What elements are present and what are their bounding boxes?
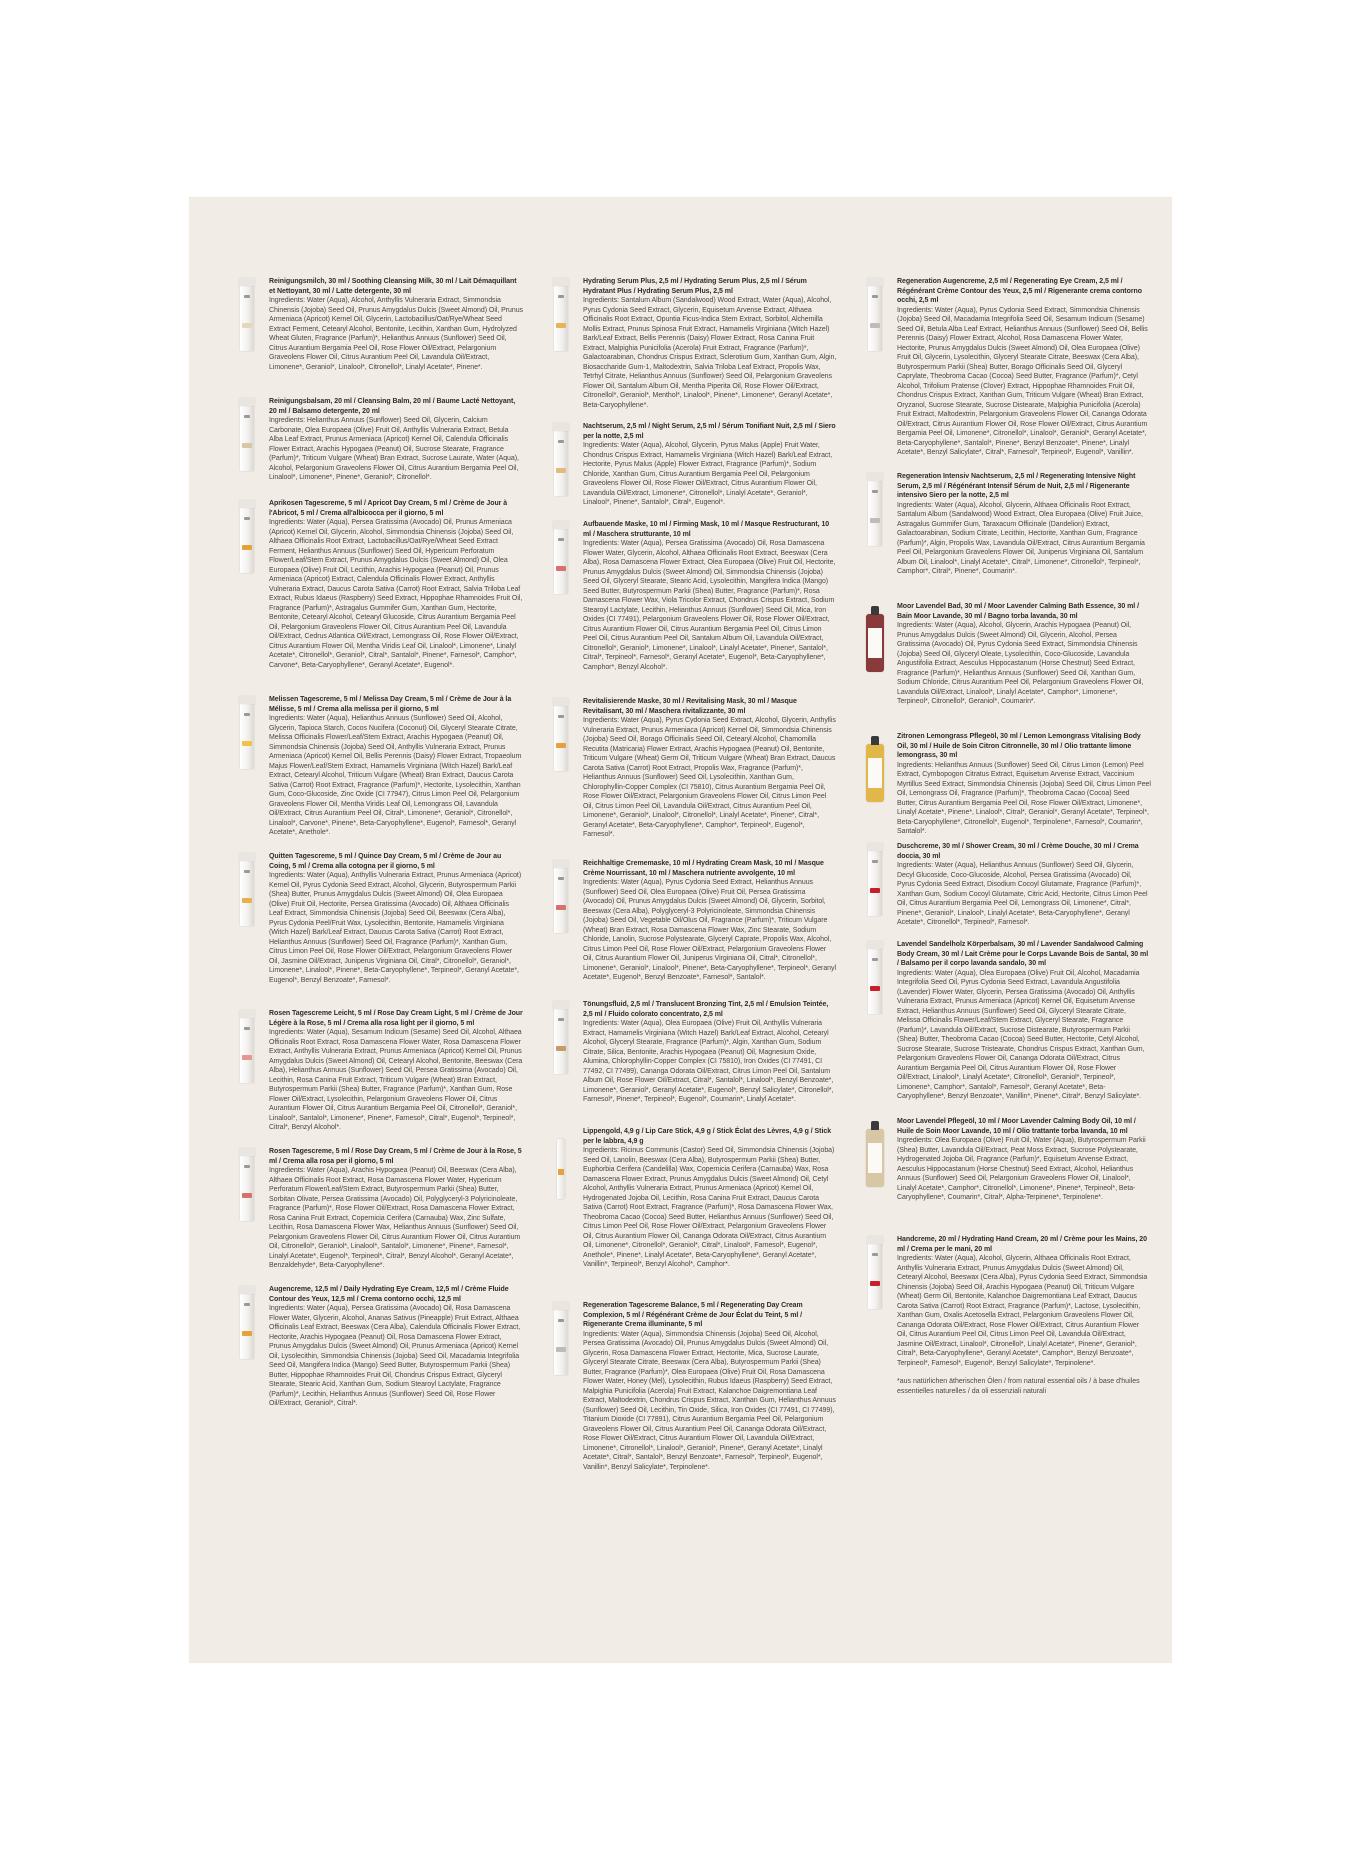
product-title: Tönungsfluid, 2,5 ml / Translucent Bronzing Tint, 2,5 ml / Emulsion Teintée, 2,5 ml / Fluido colorato concentrato, 2,5 ml: [583, 1001, 829, 1018]
product-title: Rosen Tagescreme Leicht, 5 ml / Rose Day Cream Light, 5 ml / Crème de Jour Légère à la Rose, 5 ml / Crema alla rosa light per il giorno, 5 ml: [269, 1010, 523, 1027]
product-title: Regeneration Tagescreme Balance, 5 ml / Regenerating Day Cream Complexion, 5 ml / Régénérant Crème de Jour Éclat du Teint, 5 ml / Rigenerante Crema illuminante, 5 ml: [583, 1302, 803, 1328]
bottle-icon: [865, 1119, 885, 1197]
tube-icon: [237, 279, 257, 357]
tube-icon: [237, 1149, 257, 1227]
product-title: Reinigungsbalsam, 20 ml / Cleansing Balm, 20 ml / Baume Lacté Nettoyant, 20 ml / Balsamo detergente, 20 ml: [269, 398, 516, 415]
product-ingredients: Ingredients: Water (Aqua), Helianthus Annuus (Sunflower) Seed Oil, Glycerin, Decyl Glucoside, Coco-Glucoside, Alcohol, Persea Gratissima (Avocado) Oil, Pyrus Cydonia Seed Extract, Disodium Cocoyl Glutamate, Fragrance (Parfum)*, Xanthan Gum, Sodium Cocoyl Glutamate, Citric Acid, Hectorite, Citrus Limon Peel Oil, Citrus Aurantium Bergamia Peel Oil, Lemongrass Oil, Limonene*, Citral*, Pinene*, Geraniol*, Linalool*, Linalyl Acetate*, Beta-Caryophyllene*, Geranyl Acetate*, Citronellol*, Terpineol*, Farnesol*.: [897, 862, 1148, 926]
product-title: Rosen Tagescreme, 5 ml / Rose Day Cream, 5 ml / Crème de Jour à la Rose, 5 ml / Crema alla rosa per il giorno, 5 ml: [269, 1148, 522, 1165]
product-ingredients: Ingredients: Water (Aqua), Simmondsia Chinensis (Jojoba) Seed Oil, Alcohol, Persea Gratissima (Avocado) Oil, Prunus Amygdalus Dulcis (Sweet Almond) Oil, Glycerin, Rosa Damascena Flower Extract, Hectorite, Mica, Sucrose Laurate, Glyceryl Stearate Citrate, Beeswax (Cera Alba), Butyrospermum Parkii (Shea) Butter, Fragrance (Parfum)*, Olea Europaea (Olive) Fruit Oil, Rosa Damascena Flower Water, Honey (Mel), Lysolecithin, Rubus Idaeus (Raspberry) Seed Extract, Malpighia Punicifolia (Acerola) Fruit Extract, Kalanchoe Daigremontiana Leaf Extract, Maltodextrin, Chondrus Crispus Extract, Xanthan Gum, Helianthus Annuus (Sunflower) Seed Oil, Lecithin, Tin Oxide, Silica, Iron Oxides (CI 77491, CI 77499), Titanium Dioxide (CI 77891), Citrus Aurantium Bergamia Peel Oil, Pelargonium Graveolens Flower Oil, Citrus Aurantium Peel Oil, Canangа Odorata Oil/Extract, Rose Flower Oil/Extract, Citrus Aurantium Flower Oil, Lavandula Oil/Extract, Limonene*, Citronellol*, Linalool*, Geraniol*, Pinene*, Geranyl Acetate*, Linalyl Acetate*, Citral*, Santalol*, Benzyl Benzoate*, Farnesol*, Terpineol*, Eugenol*, Vanillin*, Benzyl Salicylate*, Terpinolene*.: [583, 1330, 836, 1471]
product-ingredients: Ingredients: Water (Aqua), Alcohol, Glycerin, Althaea Officinalis Root Extract, Santalum Album (Sandalwood) Wood Extract, Olea Europaea (Olive) Fruit Juice, Astragalus Gummifer Gum, Taraxacum Officinale (Dandelion) Extract, Galactoarabinan, Sodium Citrate, Lecithin, Hectorite, Xanthan Gum, Fragrance (Parfum)*, Algin, Propolis Wax, Lavandula Oil/Extract, Citrus Aurantium Bergamia Peel Oil, Pelargonium Graveolens Flower Oil, Juniperus Virginiana Oil, Santalum Album Oil, Linalool*, Linalyl Acetate*, Citral*, Limonene*, Citronellol*, Terpineol*, Camphor*, Citral*, Pinene*, Coumarin*.: [897, 501, 1145, 575]
tube-icon: [551, 699, 571, 777]
product-title: Quitten Tagescreme, 5 ml / Quince Day Cream, 5 ml / Crème de Jour au Coing, 5 ml / Crema alla cotogna per il giorno, 5 ml: [269, 853, 502, 870]
lip-stick-icon: [551, 1129, 571, 1207]
product-ingredients: Ingredients: Water (Aqua), Alcohol, Anthyllis Vulneraria Extract, Simmondsia Chinensis (Jojoba) Seed Oil, Prunus Amygdalus Dulcis (Sweet Almond) Oil, Prunus Armeniaca (Apricot) Kernel Oil, Glycerin, Lactobacillus/Oat/Rye/Wheat Seed Extract Ferment, Cetearyl Alcohol, Bentonite, Lecithin, Xanthan Gum, Hydrolyzed Wheat Gluten, Fragrance (Parfum)*, Helianthus Annuus (Sunflower) Seed Oil, Citrus Aurantium Bergamia Peel Oil, Rose Flower Oil/Extract, Pelargonium Graveolens Flower Oil, Citrus Aurantium Peel Oil, Lavandula Oil/Extract, Limonene*, Geraniol*, Linalool*, Citronellol*, Linalyl Acetate*, Pinene*.: [269, 297, 523, 371]
product-title: Hydrating Serum Plus, 2,5 ml / Hydrating Serum Plus, 2,5 ml / Sérum Hydratant Plus / Hydrating Serum Plus, 2,5 ml: [583, 278, 807, 295]
product-title: Aprikosen Tagescreme, 5 ml / Apricot Day Cream, 5 ml / Crème de Jour à l'Abricot, 5 ml / Crema all'albicocca per il giorno, 5 ml: [269, 500, 508, 517]
tube-icon: [237, 399, 257, 477]
ingredient-sheet: [189, 197, 1172, 1663]
product-ingredients: Ingredients: Water (Aqua), Sesamum Indicum (Sesame) Seed Oil, Alcohol, Althaea Officinalis Root Extract, Rosa Damascena Flower Water, Rosa Damascena Flower Extract, Anthyllis Vulneraria Extract, Prunus Armeniaca (Apricot) Kernel Oil, Prunus Amygdalus Dulcis (Sweet Almond) Oil, Cetearyl Alcohol, Bentonite, Beeswax (Cera Alba), Helianthus Annuus (Sunflower) Seed Oil, Persea Gratissima (Avocado) Oil, Lecithin, Rosa Canina Fruit Extract, Triticum Vulgare (Wheat) Bran Extract, Butyrospermum Parkii (Shea) Butter, Fragrance (Parfum)*, Xanthan Gum, Rose Flower Oil/Extract, Lysolecithin, Pelargonium Graveolens Flower Oil, Citrus Aurantium Flower Oil, Citrus Aurantium Bergamia Peel Oil, Citronellol*, Geraniol*, Linalool*, Santalol*, Limonene*, Pinene*, Farnesol*, Citral*, Eugenol*, Terpineol*, Citral*, Benzyl Alcohol*.: [269, 1029, 523, 1131]
product-title: Aufbauende Maske, 10 ml / Firming Mask, 10 ml / Masque Restructurant, 10 ml / Maschera strutturante, 10 ml: [583, 521, 830, 538]
product-ingredients: Ingredients: Santalum Album (Sandalwood) Wood Extract, Water (Aqua), Alcohol, Pyrus Cydonia Seed Extract, Glycerin, Equisetum Arvense Extract, Althaea Officinalis Root Extract, Opuntia Ficus-Indica Stem Extract, Sorbitol, Alchemilla Mollis Extract, Prunus Spinosa Fruit Extract, Hamamelis Virginiana (Witch Hazel) Bark/Leaf Extract, Bellis Perennis (Daisy) Flower Extract, Rosa Canina Fruit Extract, Malpighia Punicifolia (Acerola) Fruit Extract, Fragrance (Parfum)*, Galactoarabinan, Chondrus Crispus Extract, Sclerotium Gum, Xanthan Gum, Algin, Biosaccharide Gum-1, Maltodextrin, Salvia Triloba Leaf Extract, Propolis Wax, Tetrhyl Citrate, Helianthus Annuus (Sunflower) Seed Oil, Pelargonium Graveolens Flower Oil, Santalum Album Oil, Mentha Piperita Oil, Rose Flower Oil/Extract, Citronellol*, Geraniol*, Menthol*, Linalool*, Pinene*, Limonene*, Geranyl Acetate*, Beta-Caryophyllene*.: [583, 297, 837, 409]
product-ingredients: Ingredients: Water (Aqua), Olea Europaea (Olive) Fruit Oil, Alcohol, Macadamia Integrifolia Seed Oil, Pyrus Cydonia Seed Extract, Lavandula Angustifolia (Lavender) Flower Water, Glycerin, Persea Gratissima (Avocado) Oil, Anthyllis Vulneraria Extract, Prunus Armeniaca (Apricot) Kernel Oil, Equisetum Arvense Extract, Helianthus Annuus (Sunflower) Seed Oil, Glyceryl Stearate Citrate, Melissa Officinalis Flower/Leaf/Stem Extract, Glyceryl Stearate, Fragrance (Parfum)*, Lavandula Oil/Extract, Sucrose Distearate, Butyrospermum Parkii (Shea) Butter, Theobroma Cacao (Cocoa) Seed Butter, Hectorite, Cetyl Alcohol, Sucrose Stearate, Sucrose Tristearate, Chondrus Crispus Extract, Xanthan Gum, Pelargonium Graveolens Flower Oil, Canangа Odorata Oil/Extract, Citrus Aurantium Bergamia Peel Oil, Citrus Aurantium Flower Oil, Rose Flower Oil/Extract, Linalool*, Linalyl Acetate*, Citronellol*, Geraniol*, Terpineol*, Limonene*, Camphor*, Santalol*, Farnesol*, Geranyl Acetate*, Beta-Caryophyllene*, Benzyl Benzoate*, Vanillin*, Pinene*, Citral*, Benzyl Salicylate*.: [897, 969, 1145, 1100]
tube-icon: [551, 1303, 571, 1381]
tube-icon: [551, 424, 571, 502]
tube-icon: [551, 1002, 571, 1080]
product-ingredients: Ingredients: Water (Aqua), Pyrus Cydonia Seed Extract, Helianthus Annuus (Sunflower) Seed Oil, Olea Europaea (Olive) Fruit Oil, Persea Gratissima (Avocado) Oil, Prunus Amygdalus Dulcis (Sweet Almond) Oil, Glycerin, Sorbitol, Beeswax (Cera Alba), Polyglyceryl-3 Polyricinoleate, Simmondsia Chinensis (Jojoba) Seed Oil, Vegetable Oil/Olus Oil, Fragrance (Parfum)*, Triticum Vulgare (Wheat) Bran Extract, Rosa Damascena Flower Wax, Zinc Stearate, Sodium Chloride, Lanolin, Sucrose Polystearate, Glyceryl Caprate, Propolis Wax, Alcohol, Citrus Limon Peel Oil, Rose Flower Oil/Extract, Pelargonium Graveolens Flower Oil, Citrus Aurantium Flower Oil, Juniperus Virginiana Oil, Citral*, Citronellol*, Limonene*, Geraniol*, Linalool*, Pinene*, Beta-Caryophyllene*, Terpineol*, Geranyl Acetate*, Eugenol*, Benzyl Benzoate*, Farnesol*, Santalol*.: [583, 879, 836, 981]
tube-icon: [237, 1011, 257, 1089]
tube-icon: [237, 854, 257, 932]
product-title: Lippengold, 4,9 g / Lip Care Stick, 4,9 g / Stick Éclat des Lèvres, 4,9 g / Stick per le labbra, 4,9 g: [583, 1128, 832, 1145]
product-ingredients: Ingredients: Water (Aqua), Alcohol, Glycerin, Pyrus Malus (Apple) Fruit Water, Chondrus Crispus Extract, Hamamelis Virginiana (Witch Hazel) Bark/Leaf Extract, Hectorite, Pyrus Malus (Apple) Flower Extract, Fragrance (Parfum)*, Sodium Chloride, Xanthan Gum, Citrus Aurantium Bergamia Peel Oil, Pelargonium Graveolens Flower Oil, Rose Flower Oil/Extract, Citrus Aurantium Flower Oil, Lavandula Oil/Extract, Limonene*, Citronellol*, Linalyl Acetate*, Geraniol*, Linalool*, Pinene*, Santalol*, Citral*, Eugenol*.: [583, 442, 833, 506]
tube-icon: [551, 522, 571, 600]
product-title: Moor Lavendel Pflegeöl, 10 ml / Moor Lavender Calming Body Oil, 10 ml / Huile de Soin Moor Lavande, 10 ml / Olio trattante torba lavanda, 10 ml: [897, 1118, 1136, 1135]
product-title: Zitronen Lemongrass Pflegeöl, 30 ml / Lemon Lemongrass Vitalising Body Oil, 30 ml / Huile de Soin Citron Citronnelle, 30 ml / Olio trattante limone lemongrass, 30 ml: [897, 733, 1141, 759]
tube-icon: [865, 942, 885, 1020]
product-title: Handcreme, 20 ml / Hydrating Hand Cream, 20 ml / Crème pour les Mains, 20 ml / Crema per le mani, 20 ml: [897, 1236, 1147, 1253]
tube-icon: [237, 501, 257, 579]
tube-icon: [237, 1287, 257, 1365]
product-ingredients: Ingredients: Water (Aqua), Arachis Hypogaea (Peanut) Oil, Beeswax (Cera Alba), Althaea Officinalis Root Extract, Rosa Damascena Flower Water, Hypericum Perforatum Flower/Leaf/Stem Extract, Butyrospermum Parkii (Shea) Butter, Sorbitan Olivate, Persea Gratissima (Avocado) Oil, Polyglyceryl-3 Polyricinoleate, Fragrance (Parfum)*, Rose Flower Oil/Extract, Rosa Damascena Flower Extract, Rosa Canina Fruit Extract, Copernicia Cerifera (Carnauba) Wax, Zinc Sulfate, Lecithin, Rosa Damascena Flower Wax, Helianthus Annuus (Sunflower) Seed Oil, Pelargonium Graveolens Flower Oil, Citrus Aurantium Flower Oil, Citrus Aurantium Oil, Citronellol*, Geraniol*, Linalool*, Santalol*, Limonene*, Pinene*, Farnesol*, Linalyl Acetate*, Eugenol*, Terpineol*, Citral*, Benzyl Alcohol*, Geranyl Acetate*, Benzaldehyde*, Beta-Caryophyllene*.: [269, 1167, 521, 1269]
product-ingredients: Ingredients: Water (Aqua), Alcohol, Glycerin, Althaea Officinalis Root Extract, Anthyllis Vulneraria Extract, Prunus Amygdalus Dulcis (Sweet Almond) Oil, Cetearyl Alcohol, Beeswax (Cera Alba), Pyrus Cydonia Seed Extract, Simmondsia Chinensis (Jojoba) Seed Oil, Arachis Hypogaea (Peanut) Oil, Triticum Vulgare (Wheat) Germ Oil, Bentonite, Kalanchoe Daigremontiana Leaf Extract, Daucus Carota Sativa (Carrot) Root Extract, Fragrance (Parfum)*, Lactose, Lysolecithin, Xanthan Gum, Oxalis Acetosella Extract, Pelargonium Graveolens Flower Oil, Canangа Odorata Oil/Extract, Rose Flower Oil/Extract, Citrus Aurantium Flower Oil, Citrus Aurantium Peel Oil, Citrus Limon Peel Oil, Lavandula Oil/Extract, Jasmine Oil/Extract, Linalool*, Citronellol*, Linalyl Acetate*, Pinene*, Geraniol*, Citral*, Beta-Caryophyllene*, Geranyl Acetate*, Camphor*, Benzyl Benzoate*, Terpineol*, Farnesol*, Eugenol*, Benzyl Salicylate*, Terpinolene*.: [897, 1255, 1148, 1367]
product-ingredients: Ingredients: Helianthus Annuus (Sunflower) Seed Oil, Glycerin, Calcium Carbonate, Olea Europaea (Olive) Fruit Oil, Anthyllis Vulneraria Extract, Betula Alba Leaf Extract, Prunus Armeniaca (Apricot) Kernel Oil, Calendula Officinalis Flower Extract, Arachis Hypogaea (Peanut) Oil, Sucrose Stearate, Fragrance (Parfum)*, Triticum Vulgare (Wheat) Bran Extract, Sucrose Laurate, Water (Aqua), Alcohol, Pelargonium Graveolens Flower Oil, Citrus Aurantium Bergamia Peel Oil, Linalool*, Limonene*, Pinene*, Geraniol*, Citronellol*.: [269, 417, 519, 481]
tube-icon: [865, 474, 885, 552]
product-ingredients: Ingredients: Helianthus Annuus (Sunflower) Seed Oil, Citrus Limon (Lemon) Peel Extract, Cymbopogon Citratus Extract, Equisetum Arvense Extract, Vaccinium Myrtillus Seed Extract, Simmondsia Chinensis (Jojoba) Seed Oil, Citrus Limon Peel Oil, Lemongrass Oil, Fragrance (Parfum)*, Theobroma Cacao (Cocoa) Seed Butter, Citrus Aurantium Bergamia Peel Oil, Rose Flower Oil/Extract, Limonene*, Linalyl Acetate*, Pinene*, Linalool*, Citral*, Geraniol*, Geranyl Acetate*, Terpineol*, Beta-Caryophyllene*, Citronellol*, Eugenol*, Terpinolene*, Farnesol*, Coumarin*, Santalol*.: [897, 761, 1151, 835]
product-title: Revitalisierende Maske, 30 ml / Revitalising Mask, 30 ml / Masque Revitalisant, 30 ml / Maschera rivitalizzante, 30 ml: [583, 698, 797, 715]
footnote: *aus natürlichen ätherischen Ölen / from natural essential oils / à base d'huiles essentielles naturelles / da oli essenziali naturali: [897, 1378, 1140, 1395]
product-title: Melissen Tagescreme, 5 ml / Melissa Day Cream, 5 ml / Crème de Jour à la Mélisse, 5 ml / Crema alla melissa per il giorno, 5 ml: [269, 696, 512, 713]
product-title: Regeneration Augencreme, 2,5 ml / Regenerating Eye Cream, 2,5 ml / Régénérant Crème Contour des Yeux, 2,5 ml / Rigenerante crema contorno occhi, 2,5 ml: [897, 278, 1142, 304]
product-ingredients: Ingredients: Water (Aqua), Anthyllis Vulneraria Extract, Prunus Armeniaca (Apricot) Kernel Oil, Pyrus Cydonia Seed Extract, Alcohol, Glycerin, Butyrospermum Parkii (Shea) Butter, Prunus Amygdalus Dulcis (Sweet Almond) Oil, Olea Europaea (Olive) Fruit Oil, Hectorite, Persea Gratissima (Avocado) Oil, Althaea Officinalis Leaf Extract, Simmondsia Chinensis (Jojoba) Seed Oil, Beeswax (Cera Alba), Pyrus Cydonia Peel/Fruit Wax, Lysolecithin, Bentonite, Hamamelis Virginiana (Witch Hazel) Bark/Leaf Extract, Daucus Carota Sativa (Carrot) Root Extract, Helianthus Annuus (Sunflower) Seed Oil, Fragrance (Parfum)*, Xanthan Gum, Citrus Limon Peel Oil, Rose Flower Oil/Extract, Pelargonium Graveolens Flower Oil, Jasmine Oil/Extract, Juniperus Virginiana Oil, Citral*, Citronellol*, Geraniol*, Limonene*, Linalool*, Pinene*, Beta-Caryophyllene*, Terpineol*, Geranyl Acetate*, Eugenol*, Benzyl Benzoate*, Farnesol*.: [269, 872, 522, 984]
product-ingredients: Ingredients: Water (Aqua), Pyrus Cydonia Seed Extract, Simmondsia Chinensis (Jojoba) Seed Oil, Macadamia Integrifolia Seed Oil, Sesamum Indicum (Sesame) Seed Oil, Betula Alba Leaf Extract, Helianthus Annuus (Sunflower) Seed Oil, Bellis Perennis (Daisy) Flower Extract, Alcohol, Rosa Damascena Flower Water, Hectorite, Prunus Amygdalus Dulcis (Sweet Almond) Oil, Olea Europaea (Olive) Fruit Oil, Glycerin, Lysolecithin, Glyceryl Stearate Citrate, Beeswax (Cera Alba), Butyrospermum Parkii (Shea) Butter, Borago Officinalis Seed Oil, Glyceryl Caprylate, Theobroma Cacao (Cocoa) Seed Butter, Fragrance (Parfum)*, Cetyl Alcohol, Trifolium Pratense (Clover) Extract, Hippophae Rhamnoides Fruit Oil, Chondrus Crispus Extract, Xanthan Gum, Triticum Vulgare (Wheat) Bran Extract, Oryzanol, Sucrose Stearate, Sucrose Distearate, Malpighia Punicifolia (Acerola) Fruit Extract, Maltodextrin, Pelargonium Graveolens Flower Oil, Canangа Odorata Oil/Extract, Citrus Aurantium Flower Oil, Rose Flower Oil/Extract, Citrus Aurantium Bergamia Peel Oil, Limonene*, Citronellol*, Linalool*, Geraniol*, Geranyl Acetate*, Beta-Caryophyllene*, Santalol*, Pinene*, Benzyl Benzoate*, Pinene*, Linalyl Acetate*, Benzyl Salicylate*, Citral*, Farnesol*, Terpineol*, Eugenol*, Vanillin*.: [897, 306, 1148, 456]
product-ingredients: Ingredients: Ricinus Communis (Castor) Seed Oil, Simmondsia Chinensis (Jojoba) Seed Oil, Lanolin, Beeswax (Cera Alba), Butyrospermum Parkii (Shea) Butter, Euphorbia Cerifera (Candelilla) Wax, Copernicia Cerifera (Carnauba) Wax, Rosa Damascena Flower Extract, Prunus Amygdalus Dulcis (Sweet Almond) Oil, Cetyl Alcohol, Anthyllis Vulneraria Extract, Prunus Armeniaca (Apricot) Kernel Oil, Hydrogenated Jojoba Oil, Lecithin, Rosa Canina Fruit Extract, Daucus Carota Sativa (Carrot) Root Extract, Fragrance (Parfum)*, Rosa Damascena Flower Wax, Theobroma Cacao (Cocoa) Seed Butter, Helianthus Annuus (Sunflower) Seed Oil, Citrus Limon Peel Oil, Rose Flower Oil/Extract, Pelargonium Graveolens Flower Oil, Citrus Aurantium Flower Oil, Canangа Odorata Oil/Extract, Citrus Aurantium Oil, Limonene*, Citronellol*, Geraniol*, Citral*, Linalool*, Farnesol*, Eugenol*, Anethole*, Pinene*, Linalyl Acetate*, Beta-Caryophyllene*, Geranyl Acetate*, Vanillin*, Terpineol*, Benzyl Alcohol*, Camphor*.: [583, 1147, 835, 1268]
tube-icon: [551, 279, 571, 357]
product-title: Reichhaltige Crememaske, 10 ml / Hydrating Cream Mask, 10 ml / Masque Crème Nourrissant, 10 ml / Maschera nutriente avvolgente, 10 ml: [583, 860, 824, 877]
tube-icon: [551, 861, 571, 939]
product-title: Augencreme, 12,5 ml / Daily Hydrating Eye Cream, 12,5 ml / Crème Fluide Contour des Yeux, 12,5 ml / Crema contorno occhi, 12,5 ml: [269, 1286, 509, 1303]
product-ingredients: Ingredients: Water (Aqua), Helianthus Annuus (Sunflower) Seed Oil, Alcohol, Glycerin, Tapioca Starch, Cocos Nucifera (Coconut) Oil, Glyceryl Stearate Citrate, Melissa Officinalis Flower/Leaf/Stem Extract, Arachis Hypogaea (Peanut) Oil, Simmondsia Chinensis (Jojoba) Seed Oil, Anthyllis Vulneraria Extract, Prunus Armeniaca (Apricot) Kernel Oil, Bellis Perennis (Daisy) Flower Extract, Tropaeolum Majus Flower/Leaf/Stem Extract, Hamamelis Virginiana (Witch Hazel) Bark/Leaf Extract, Cetearyl Alcohol, Triticum Vulgare (Wheat) Bran Extract, Daucus Carota Sativa (Carrot) Root Extract, Fragrance (Parfum)*, Hectorite, Lysolecithin, Xanthan Gum, Coco-Glucoside, Zinc Oxide (CI 77947), Citrus Limon Peel Oil, Pelargonium Graveolens Flower Oil, Mentha Viridis Leaf Oil, Lemongrass Oil, Lavandula Oil/Extract, Citrus Aurantium Peel Oil, Citral*, Limonene*, Geraniol*, Citronellol*, Linalool*, Carvone*, Pinene*, Beta-Caryophyllene*, Eugenol*, Farnesol*, Geranyl Acetate*, Anethole*.: [269, 715, 522, 836]
product-title: Regeneration Intensiv Nachtserum, 2,5 ml / Regenerating Intensive Night Serum, 2,5 ml / Régénérant Intensif Sérum de Nuit, 2,5 ml / Rigenerante intensivo Siero per la notte, 2,5 ml: [897, 473, 1136, 499]
product-title: Lavendel Sandelholz Körperbalsam, 30 ml / Lavender Sandalwood Calming Body Cream, 30 ml / Lait Crème pour le Corps Lavande Bois de Santal, 30 ml / Balsamo per il corpo lavanda sandalo, 30 ml: [897, 941, 1149, 967]
product-title: Duschcreme, 30 ml / Shower Cream, 30 ml / Crème Douche, 30 ml / Crema doccia, 30 ml: [897, 843, 1139, 860]
product-ingredients: Ingredients: Water (Aqua), Alcohol, Glycerin, Arachis Hypogaea (Peanut) Oil, Prunus Amygdalus Dulcis (Sweet Almond) Oil, Glycerin, Alcohol, Persea Gratissima (Avocado) Oil, Pyrus Cydonia Seed Extract, Simmondsia Chinensis (Jojoba) Seed Oil, Glyceryl Oleate, Lysolecithin, Coco-Glucoside, Lavandula Angustifolia Extract, Aesculus Hippocastanum (Horse Chestnut) Seed Extract, Fragrance (Parfum)*, Helianthus Annuus (Sunflower) Seed Oil, Xanthan Gum, Sodium Chloride, Citrus Aurantium Peel Oil, Pelargonium Graveolens Flower Oil, Lavandula Oil/Extract, Linalool*, Linalyl Acetate*, Camphor*, Limonene*, Terpineol*, Citronellol*, Geraniol*, Coumarin*.: [897, 622, 1144, 705]
product-title: Reinigungsmilch, 30 ml / Soothing Cleansing Milk, 30 ml / Lait Démaquillant et Nettoyant, 30 ml / Latte detergente, 30 ml: [269, 278, 517, 295]
tube-icon: [237, 697, 257, 775]
product-ingredients: Ingredients: Water (Aqua), Pyrus Cydonia Seed Extract, Alcohol, Glycerin, Anthyllis Vulneraria Extract, Prunus Armeniaca (Apricot) Kernel Oil, Simmondsia Chinensis (Jojoba) Seed Oil, Borago Officinalis Seed Oil, Cetearyl Alcohol, Chamomilla Recutita (Matricaria) Flower Extract, Arachis Hypogaea (Peanut) Oil, Bentonite, Triticum Vulgare (Wheat) Germ Oil, Triticum Vulgare (Wheat) Bran Extract, Daucus Carota Sativa (Carrot) Root Extract, Propolis Wax, Fragrance (Parfum)*, Helianthus Annuus (Sunflower) Seed Oil, Lysolecithin, Xanthan Gum, Chlorophyllin-Copper Complex (CI 75810), Citrus Aurantium Bergamia Peel Oil, Rose Flower Oil/Extract, Pelargonium Graveolens Flower Oil, Citrus Limon Peel Oil, Citrus Limon Peel Oil, Lavandula Oil/Extract, Citrus Aurantium Peel Oil, Limonene*, Geraniol*, Linalool*, Citronellol*, Linalyl Acetate*, Pinene*, Citral*, Geranyl Acetate*, Beta-Caryophyllene*, Camphor*, Terpineol*, Eugenol*, Farnesol*.: [583, 717, 836, 838]
product-title: Nachtserum, 2,5 ml / Night Serum, 2,5 ml / Sérum Tonifiant Nuit, 2,5 ml / Siero per la notte, 2,5 ml: [583, 423, 836, 440]
product-ingredients: Ingredients: Water (Aqua), Persea Gratissima (Avocado) Oil, Prunus Armeniaca (Apricot) Kernel Oil, Glycerin, Alcohol, Simmondsia Chinensis (Jojoba) Seed Oil, Althaea Officinalis Root Extract, Lactobacillus/Oat/Rye/Wheat Seed Extract Ferment, Helianthus Annuus (Sunflower) Seed Oil, Hypericum Perforatum Flower/Leaf/Stem Extract, Prunus Amygdalus Dulcis (Sweet Almond) Oil, Olea Europaea (Olive) Fruit Oil, Lecithin, Arachis Hypogaea (Peanut) Oil, Prunus Armeniaca (Apricot) Extract, Calendula Officinalis Flower Extract, Anthyllis Vulneraria Extract, Daucus Carota Sativa (Carrot) Root Extract, Salvia Triloba Leaf Extract, Rubus Idaeus (Raspberry) Seed Extract, Hippophae Rhamnoides Fruit Oil, Fragrance (Parfum)*, Astragalus Gummifer Gum, Xanthan Gum, Hectorite, Bentonite, Cetearyl Alcohol, Cetearyl Glucoside, Citrus Aurantium Bergamia Peel Oil, Pelargonium Graveolens Flower Oil, Citrus Aurantium Peel Oil, Lavandula Oil/Extract, Cedrus Atlantica Oil/Extract, Lemongrass Oil, Rose Flower Oil/Extract, Citrus Aurantium Flower Oil, Mentha Viridis Leaf Oil, Linalool*, Limonene*, Linalyl Acetate*, Citronellol*, Geraniol*, Citral*, Santalol*, Pinene*, Farnesol*, Camphor*, Carvone*, Beta-Caryophyllene*, Geranyl Acetate*, Eugenol*.: [269, 519, 523, 669]
product-ingredients: Ingredients: Water (Aqua), Olea Europaea (Olive) Fruit Oil, Anthyllis Vulneraria Extract, Hamamelis Virginiana (Witch Hazel) Bark/Leaf Extract, Alcohol, Cetearyl Alcohol, Glyceryl Stearate, Fragrance (Parfum)*, Algin, Xanthan Gum, Sodium Citrate, Silica, Bentonite, Arachis Hypogaea (Peanut) Oil, Magnesium Oxide, Alumina, Chlorophyllin-Copper Complex (CI 75810), Iron Oxides (CI 77491, CI 77492, CI 77499), Canangа Odorata Oil/Extract, Citrus Limon Peel Oil, Santalum Album Oil, Rose Flower Oil/Extract, Citral*, Santalol*, Linalool*, Benzyl Benzoate*, Limonene*, Geraniol*, Geranyl Acetate*, Eugenol*, Benzyl Salicylate*, Citronellol*, Farnesol*, Pinene*, Terpineol*, Eugenol*, Coumarin*, Linalyl Acetate*.: [583, 1020, 834, 1103]
tube-icon: [865, 844, 885, 922]
product-ingredients: Ingredients: Water (Aqua), Persea Gratissima (Avocado) Oil, Rosa Damascena Flower Water, Glycerin, Alcohol, Althaea Officinalis Root Extract, Beeswax (Cera Alba), Rosa Damascena Flower Extract, Olea Europaea (Olive) Fruit Oil, Hectorite, Prunus Amygdalus Dulcis (Sweet Almond) Oil, Simmondsia Chinensis (Jojoba) Seed Oil, Glyceryl Stearate, Stearic Acid, Lysolecithin, Mangifera Indica (Mango) Seed Butter, Butyrospermum Parkii (Shea) Butter, Fragrance (Parfum)*, Rosa Damascena Flower Wax, Viola Tricolor Extract, Chondrus Crispus Extract, Sodium Stearoyl Lactylate, Lecithin, Helianthus Annuus (Sunflower) Seed Oil, Mica, Iron Oxides (CI 77491), Pelargonium Graveolens Flower Oil, Rose Flower Oil/Extract, Citrus Aurantium Flower Oil, Citrus Aurantium Bergamia Peel Oil, Citrus Limon Peel Oil, Citrus Aurantium Peel Oil, Santalum Album Oil, Lavandula Oil/Extract, Citronellol*, Geraniol*, Limonene*, Linalool*, Linalyl Acetate*, Pinene*, Santalol*, Citral*, Terpineol*, Farnesol*, Geranyl Acetate*, Eugenol*, Beta-Caryophyllene*, Camphor*, Benzyl Alcohol*.: [583, 540, 836, 671]
bottle-icon: [865, 604, 885, 682]
tube-icon: [865, 1237, 885, 1315]
product-ingredients: Ingredients: Olea Europaea (Olive) Fruit Oil, Water (Aqua), Butyrospermum Parkii (Shea) Butter, Lavandula Oil/Extract, Peat Moss Extract, Sucrose Polystearate, Hydrogenated Jojoba Oil, Fragrance (Parfum)*, Equisetum Arvense Extract, Aesculus Hippocastanum (Horse Chestnut) Seed Extract, Alcohol, Helianthus Annuus (Sunflower) Seed Oil, Pelargonium Graveolens Flower Oil, Linalool*, Linalyl Acetate*, Camphor*, Citronellol*, Limonene*, Pinene*, Terpineol*, Beta-Caryophyllene*, Coumarin*, Citral*, Alpha-Terpinene*, Terpinolene*.: [897, 1137, 1146, 1201]
bottle-icon: [865, 734, 885, 812]
product-ingredients: Ingredients: Water (Aqua), Persea Gratissima (Avocado) Oil, Rosa Damascena Flower Water, Glycerin, Alcohol, Ananas Sativus (Pineapple) Fruit Extract, Althaea Officinalis Leaf Extract, Beeswax (Cera Alba), Calendula Officinalis Flower Extract, Hectorite, Arachis Hypogaea (Peanut) Oil, Rosa Damascena Flower Extract, Prunus Amygdalus Dulcis (Sweet Almond) Oil, Prunus Armeniaca (Apricot) Kernel Oil, Lysolecithin, Simmondsia Chinensis (Jojoba) Seed Oil, Macadamia Integrifolia Seed Oil, Mangifera Indica (Mango) Seed Butter, Butyrospermum Parkii (Shea) Butter, Hippophae Rhamnoides Fruit Oil, Chondrus Crispus Extract, Glyceryl Stearate, Stearic Acid, Xanthan Gum, Sodium Stearoyl Lactylate, Fragrance (Parfum)*, Lecithin, Helianthus Annuus (Sunflower) Seed Oil, Rose Flower Oil/Extract, Geraniol*, Citral*.: [269, 1305, 521, 1407]
tube-icon: [865, 279, 885, 357]
product-title: Moor Lavendel Bad, 30 ml / Moor Lavender Calming Bath Essence, 30 ml / Bain Moor Lavande, 30 ml / Bagno torba lavanda, 30 ml: [897, 603, 1139, 620]
